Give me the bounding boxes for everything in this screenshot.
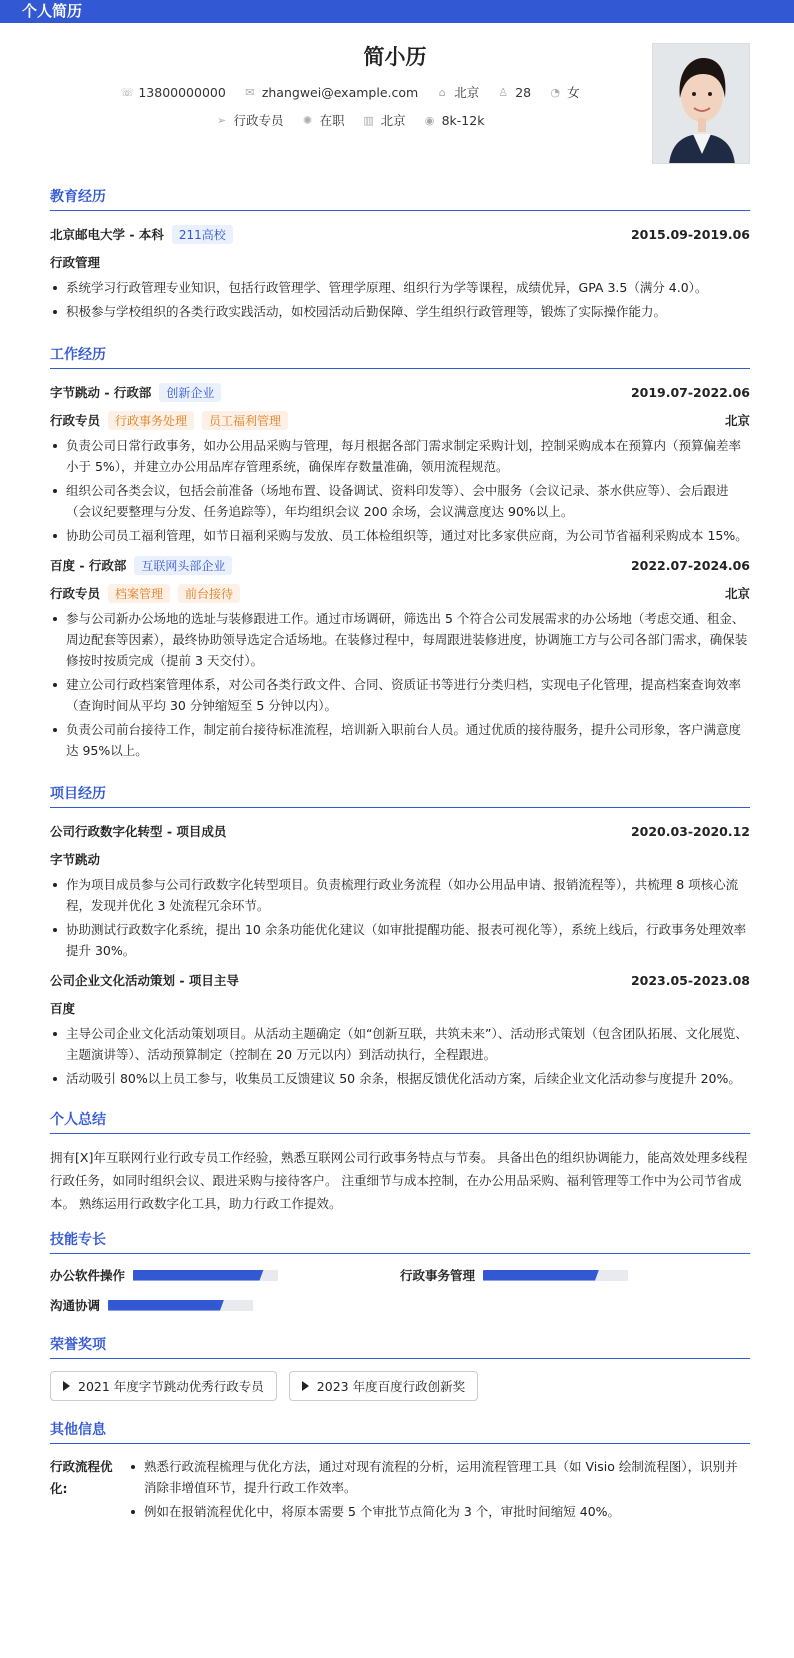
skill-bar-fill <box>108 1300 224 1311</box>
skill-bar-fill <box>483 1270 599 1281</box>
job-intent-row <box>50 111 650 129</box>
section-title: 项目经历 <box>50 783 750 808</box>
job-city: 北京 <box>724 413 750 428</box>
skill-item <box>50 1266 400 1284</box>
contact-row <box>50 83 650 101</box>
mail-icon: ✉ <box>245 85 255 99</box>
job-role: 行政专员 <box>50 413 101 428</box>
job-city: 北京 <box>724 586 750 601</box>
job-role: 行政专员 <box>50 586 101 601</box>
award-label: 2023 年度百度行政创新奖 <box>316 1379 466 1394</box>
resume-header <box>50 23 750 186</box>
award-item[interactable] <box>50 1371 277 1401</box>
age-icon: ♙ <box>498 85 509 99</box>
portrait-image <box>653 44 750 164</box>
list-item: 系统学习行政管理专业知识，包括行政管理学、管理学原理、组织行为学等课程，成绩优异，GPA 3.5（满分 4.0）。 <box>50 277 750 298</box>
skill-item <box>50 1296 400 1314</box>
skill-item <box>400 1266 750 1284</box>
school-tag: 211高校 <box>172 225 233 244</box>
project-org: 百度 <box>50 1001 76 1016</box>
award-label: 2021 年度字节跳动优秀行政专员 <box>78 1379 264 1394</box>
list-item: 主导公司企业文化活动策划项目。从活动主题确定（如“创新互联，共筑未来”）、活动形式策划（包含团队拓展、文化展览、主题演讲等）、活动预算制定（控制在 20 万元以内）到活动执行，全程跟进。 <box>50 1023 750 1065</box>
skill-name: 办公软件操作 <box>50 1268 126 1283</box>
job-period: 2019.07-2022.06 <box>630 384 750 400</box>
skill-tag: 行政事务处理 <box>108 411 194 430</box>
skill-bar-fill <box>133 1270 264 1281</box>
candidate-name: 简小历 <box>363 45 427 69</box>
work-status: 在职 <box>319 113 345 128</box>
company-tag: 创新企业 <box>159 383 221 402</box>
skill-bar <box>483 1270 628 1281</box>
home-icon: ⌂ <box>438 85 446 99</box>
skills-section <box>50 1229 750 1314</box>
major: 行政管理 <box>50 255 101 270</box>
company-tag: 互联网头部企业 <box>134 556 232 575</box>
gender-icon: ◔ <box>550 85 560 99</box>
school-name: 北京邮电大学 - 本科 <box>50 227 164 242</box>
section-title: 荣誉奖项 <box>50 1334 750 1359</box>
avatar-photo <box>652 43 750 164</box>
intent-position: 行政专员 <box>233 113 284 128</box>
skill-bar <box>133 1270 278 1281</box>
skill-bar <box>108 1300 253 1311</box>
section-title: 个人总结 <box>50 1109 750 1134</box>
list-item: 组织公司各类会议，包括会前准备（场地布置、设备调试、资料印发等）、会中服务（会议记录、茶水供应等）、会后跟进（会议纪要整理与分发、任务追踪等），年均组织会议 200 余场，会议满意度达 90%以上。 <box>50 480 750 522</box>
project-section <box>50 783 750 1089</box>
list-item: 作为项目成员参与公司行政数字化转型项目。负责梳理行政业务流程（如办公用品申请、报销流程等），共梳理 8 项核心流程，发现并优化 3 处流程冗余环节。 <box>50 874 750 916</box>
skill-name: 沟通协调 <box>50 1298 101 1313</box>
company-name: 百度 - 行政部 <box>50 558 127 573</box>
phone-icon: ☏ <box>120 85 135 99</box>
section-title: 工作经历 <box>50 344 750 369</box>
salary-icon: ◉ <box>424 113 435 127</box>
play-icon <box>63 1381 70 1391</box>
project-org: 字节跳动 <box>50 852 101 867</box>
list-item: 负责公司日常行政事务，如办公用品采购与管理，每月根据各部门需求制定采购计划，控制采购成本在预算内（预算偏差率小于 5%），并建立办公用品库存管理系统，确保库存数量准确，领用流程规范。 <box>50 435 750 477</box>
project-period: 2020.03-2020.12 <box>630 823 750 839</box>
list-item: 熟悉行政流程梳理与优化方法，通过对现有流程的分析，运用流程管理工具（如 Visio 绘制流程图），识别并消除非增值环节，提升行政工作效率。 <box>128 1456 750 1498</box>
age: 28 <box>515 84 532 100</box>
salary: 8k-12k <box>441 112 485 128</box>
section-title: 教育经历 <box>50 186 750 211</box>
project-name: 公司企业文化活动策划 - 项目主导 <box>50 973 239 988</box>
skill-tag: 前台接待 <box>178 584 240 603</box>
summary-text: 拥有[X]年互联网行业行政专员工作经验，熟悉互联网公司行政事务特点与节奏。 具备出色的组织协调能力，能高效处理多线程行政任务，如同时组织会议、跟进采购与接待客户。 注重细节与成本控制，在办公用品采购、福利管理等工作中为公司节省成本。 熟练运用行政数字化工具，助力行政工作提效。 <box>50 1150 748 1211</box>
list-item: 例如在报销流程优化中，将原本需要 5 个审批节点简化为 3 个，审批时间缩短 40%。 <box>128 1501 750 1522</box>
building-icon: ▥ <box>363 113 374 127</box>
skill-tag: 档案管理 <box>108 584 170 603</box>
play-icon <box>302 1381 309 1391</box>
list-item: 积极参与学校组织的各类行政实践活动，如校园活动后勤保障、学生组织行政管理等，锻炼了实际操作能力。 <box>50 301 750 322</box>
phone: 13800000000 <box>138 84 226 100</box>
award-item[interactable] <box>289 1371 478 1401</box>
section-title: 技能专长 <box>50 1229 750 1254</box>
list-item: 协助公司员工福利管理，如节日福利采购与发放、员工体检组织等，通过对比多家供应商，为公司节省福利采购成本 15%。 <box>50 525 750 546</box>
other-section <box>50 1419 750 1525</box>
company-name: 字节跳动 - 行政部 <box>50 385 152 400</box>
list-item: 建立公司行政档案管理体系，对公司各类行政文件、合同、资质证书等进行分类归档，实现电子化管理，提高档案查询效率（查询时间从平均 30 分钟缩短至 5 分钟以内）。 <box>50 674 750 716</box>
summary-section <box>50 1109 750 1215</box>
skill-tag: 员工福利管理 <box>202 411 288 430</box>
gender: 女 <box>567 85 580 100</box>
email: zhangwei@example.com <box>261 84 419 100</box>
list-item: 协助测试行政数字化系统，提出 10 余条功能优化建议（如审批提醒功能、报表可视化等），系统上线后，行政事务处理效率提升 30%。 <box>50 919 750 961</box>
list-item: 参与公司新办公场地的选址与装修跟进工作。通过市场调研，筛选出 5 个符合公司发展需求的办公场地（考虑交通、租金、周边配套等因素），最终协助领导选定合适场地。在装修过程中，每周跟进装修进度，协调施工方与公司各部门需求，确保装修按时按质完成（提前 3 天交付）。 <box>50 608 750 671</box>
top-banner <box>0 0 794 23</box>
other-label: 行政流程优化: <box>50 1459 113 1496</box>
section-title: 其他信息 <box>50 1419 750 1444</box>
project-period: 2023.05-2023.08 <box>630 972 750 988</box>
project-name: 公司行政数字化转型 - 项目成员 <box>50 824 227 839</box>
work-section <box>50 344 750 761</box>
send-icon: ➢ <box>216 113 227 127</box>
list-item: 负责公司前台接待工作，制定前台接待标准流程，培训新入职前台人员。通过优质的接待服务，提升公司形象，客户满意度达 95%以上。 <box>50 719 750 761</box>
job-period: 2022.07-2024.06 <box>630 557 750 573</box>
list-item: 活动吸引 80%以上员工参与，收集员工反馈建议 50 余条，根据反馈优化活动方案，后续企业文化活动参与度提升 20%。 <box>50 1068 750 1089</box>
city: 北京 <box>454 85 480 100</box>
skill-name: 行政事务管理 <box>400 1268 476 1283</box>
education-section <box>50 186 750 322</box>
gear-icon: ✺ <box>302 113 313 127</box>
banner-title: 个人简历 <box>22 2 83 20</box>
edu-period: 2015.09-2019.06 <box>630 226 750 242</box>
awards-section <box>50 1334 750 1401</box>
intent-city: 北京 <box>380 113 406 128</box>
